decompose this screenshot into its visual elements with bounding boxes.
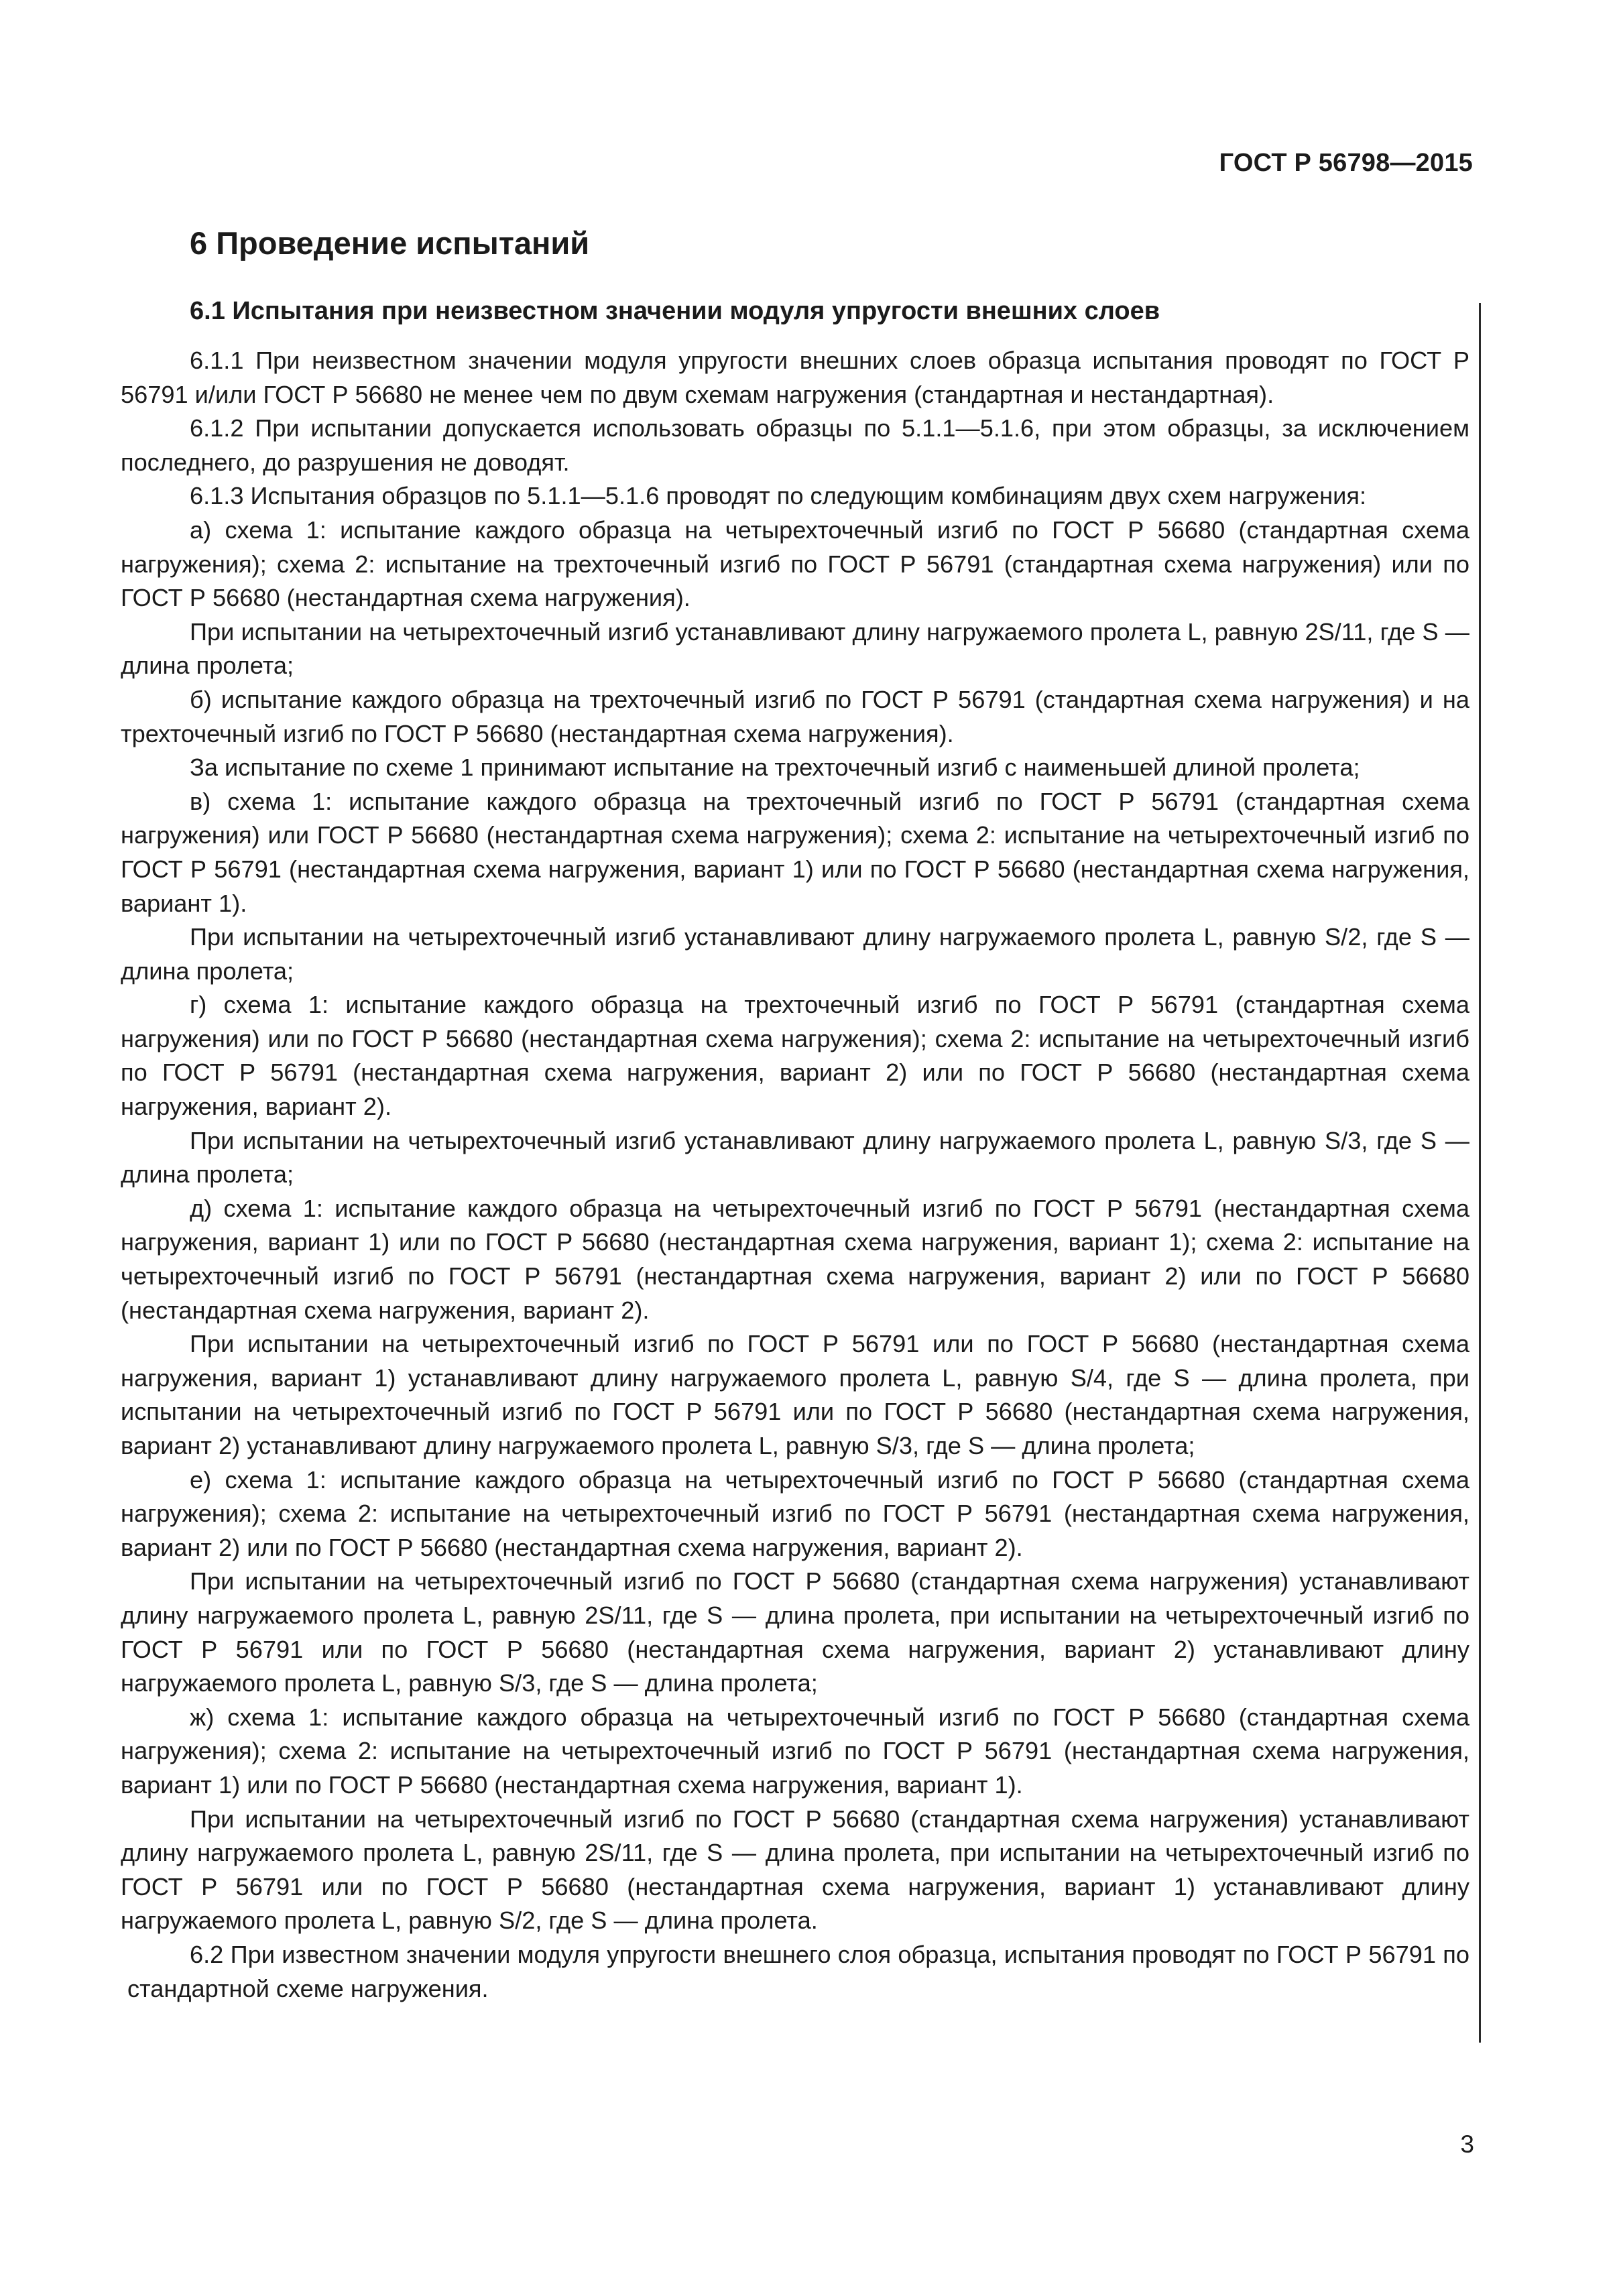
list-item-a: а) схема 1: испытание каждого образца на четырехточечный изгиб по ГОСТ Р 56680 (стандартная схема нагружения); схема 2: испытание на трехточечный изгиб по ГОСТ Р 56791 (стандартная схема нагружения) или по ГОСТ Р 56680 (нестандартная схема нагружения).: [121, 516, 1469, 612]
paragraph-6-1-3: 6.1.3 Испытания образцов по 5.1.1—5.1.6 проводят по следующим комбинациям двух схем нагружения:: [190, 482, 1367, 510]
paragraph-note-v: При испытании на четырехточечный изгиб устанавливают длину нагружаемого пролета L, равную S/2, где S — длина пролета;: [121, 923, 1469, 985]
list-item-e: е) схема 1: испытание каждого образца на четырехточечный изгиб по ГОСТ Р 56680 (стандартная схема нагружения); схема 2: испытание на четырехточечный изгиб по ГОСТ Р 56791 (нестандартная схема нагружения, вариант 2) или по ГОСТ Р 56680 (нестандартная схема нагружения, вариант 2).: [121, 1465, 1469, 1561]
revision-margin-bar: [1479, 303, 1481, 2043]
paragraph-6-1-1: 6.1.1 При неизвестном значении модуля упругости внешних слоев образца испытания проводят по ГОСТ Р 56791 и/или ГОСТ Р 56680 не менее чем по двум схемам нагружения (стандартная и нестандартная).: [121, 347, 1469, 408]
paragraph-note-zh: При испытании на четырехточечный изгиб по ГОСТ Р 56680 (стандартная схема нагружения) устанавливают длину нагружаемого пролета L, равную 2S/11, где S — длина пролета, при испытании на четырехточечный изгиб по ГОСТ Р 56791 или по ГОСТ Р 56680 (нестандартная схема нагружения, вариант 1) устанавливают длину нагружаемого пролета L, равную S/2, где S — длина пролета.: [121, 1805, 1469, 1935]
paragraph-note-d: При испытании на четырехточечный изгиб по ГОСТ Р 56791 или по ГОСТ Р 56680 (нестандартная схема нагружения, вариант 1) устанавливают длину нагружаемого пролета L, равную S/4, где S — длина пролета, при испытании на четырехточечный изгиб по ГОСТ Р 56791 или по ГОСТ Р 56680 (нестандартная схема нагружения, вариант 2) устанавливают длину нагружаемого пролета L, равную S/3, где S — длина пролета;: [121, 1330, 1469, 1459]
paragraph-note-g: При испытании на четырехточечный изгиб устанавливают длину нагружаемого пролета L, равную S/3, где S — длина пролета;: [121, 1126, 1469, 1189]
paragraph-6-1-2: 6.1.2 При испытании допускается использовать образцы по 5.1.1—5.1.6, при этом образцы, за исключением последнего, до разрушения не доводят.: [121, 414, 1469, 476]
section-title: 6 Проведение испытаний: [190, 225, 590, 261]
list-item-b: б) испытание каждого образца на трехточечный изгиб по ГОСТ Р 56791 (стандартная схема нагружения) и на трехточечный изгиб по ГОСТ Р 56680 (нестандартная схема нагружения).: [121, 685, 1469, 747]
list-item-d: д) схема 1: испытание каждого образца на четырехточечный изгиб по ГОСТ Р 56791 (нестандартная схема нагружения, вариант 1) или по ГОСТ Р 56680 (нестандартная схема нагружения, вариант 1); схема 2: испытание на четырехточечный изгиб по ГОСТ Р 56791 (нестандартная схема нагружения, вариант 2) или по ГОСТ Р 56680 (нестандартная схема нагружения, вариант 2).: [121, 1194, 1469, 1324]
paragraph-note-e: При испытании на четырехточечный изгиб по ГОСТ Р 56680 (стандартная схема нагружения) устанавливают длину нагружаемого пролета L, равную 2S/11, где S — длина пролета, при испытании на четырехточечный изгиб по ГОСТ Р 56791 или по ГОСТ Р 56680 (нестандартная схема нагружения, вариант 2) устанавливают длину нагружаемого пролета L, равную S/3, где S — длина пролета;: [121, 1567, 1469, 1697]
list-item-g: г) схема 1: испытание каждого образца на трехточечный изгиб по ГОСТ Р 56791 (стандартная схема нагружения) или по ГОСТ Р 56680 (нестандартная схема нагружения); схема 2: испытание на четырехточечный изгиб по ГОСТ Р 56791 (нестандартная схема нагружения, вариант 2) или по ГОСТ Р 56680 (нестандартная схема нагружения, вариант 2).: [121, 991, 1469, 1121]
paragraph-note-b: За испытание по схеме 1 принимают испытание на трехточечный изгиб с наименьшей длиной пролета;: [190, 753, 1360, 782]
subsection-title: 6.1 Испытания при неизвестном значении модуля упругости внешних слоев: [190, 297, 1160, 325]
body-text: [121, 344, 1469, 2006]
page-number: 3: [1460, 2130, 1474, 2158]
list-item-zh: ж) схема 1: испытание каждого образца на четырехточечный изгиб по ГОСТ Р 56680 (стандартная схема нагружения); схема 2: испытание на четырехточечный изгиб по ГОСТ Р 56791 (нестандартная схема нагружения, вариант 1) или по ГОСТ Р 56680 (нестандартная схема нагружения, вариант 1).: [121, 1703, 1469, 1799]
paragraph-6-2: 6.2 При известном значении модуля упругости внешнего слоя образца, испытания проводят по ГОСТ Р 56791 по стандартной схеме нагружения.: [127, 1940, 1469, 2002]
list-item-v: в) схема 1: испытание каждого образца на трехточечный изгиб по ГОСТ Р 56791 (стандартная схема нагружения) или ГОСТ Р 56680 (нестандартная схема нагружения); схема 2: испытание на четырехточечный изгиб по ГОСТ Р 56791 (нестандартная схема нагружения, вариант 1) или по ГОСТ Р 56680 (нестандартная схема нагружения, вариант 1).: [121, 787, 1469, 917]
paragraph-note-a: При испытании на четырехточечный изгиб устанавливают длину нагружаемого пролета L, равную 2S/11, где S — длина пролета;: [121, 617, 1469, 680]
document-code-header: ГОСТ Р 56798—2015: [1219, 149, 1473, 177]
